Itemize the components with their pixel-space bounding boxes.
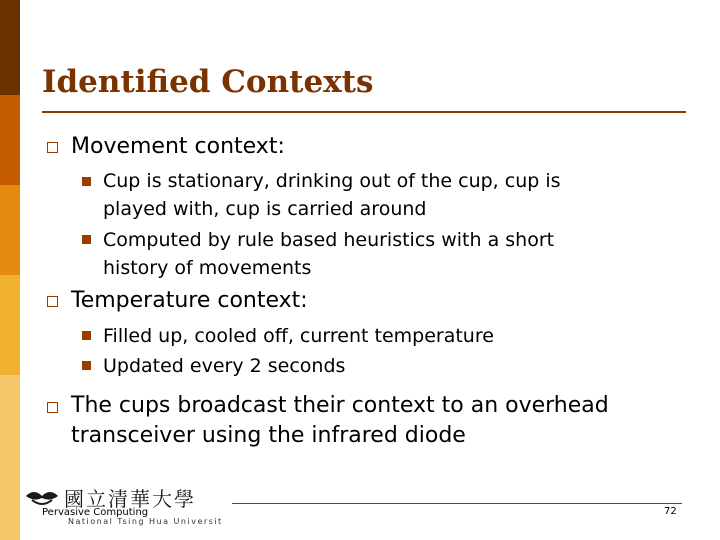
sub-bullet-line: Updated every 2 seconds <box>103 355 346 377</box>
title-underline <box>42 111 686 113</box>
bullet-temperature-context: Temperature context: <box>71 288 308 313</box>
logo-icon <box>22 484 222 528</box>
sidebar-band-2 <box>0 95 20 185</box>
bullet-movement-context: Movement context: <box>71 134 285 159</box>
bullet-marker-square <box>47 402 58 413</box>
bullet-marker-square <box>47 296 58 307</box>
sidebar-band-5 <box>0 375 20 540</box>
sidebar-band-1 <box>0 0 20 95</box>
sidebar-decoration <box>0 0 20 540</box>
sub-bullet-marker <box>82 331 91 340</box>
sidebar-band-3 <box>0 185 20 275</box>
bullet-broadcast-line: The cups broadcast their context to an overhead <box>71 393 609 418</box>
footer-rule <box>232 503 682 504</box>
sub-bullet-line: Filled up, cooled off, current temperature <box>103 325 494 347</box>
sub-bullet-line: Computed by rule based heuristics with a short <box>103 229 555 251</box>
slide-title: Identified Contexts <box>42 64 374 100</box>
sub-bullet-marker <box>82 361 91 370</box>
bullet-broadcast-line: transceiver using the infrared diode <box>71 423 466 448</box>
university-logo <box>22 484 222 528</box>
footer-course: Pervasive Computing <box>42 507 149 518</box>
bullet-marker-square <box>47 142 58 153</box>
sub-bullet-line: history of movements <box>103 257 312 279</box>
sidebar-band-4 <box>0 275 20 375</box>
logo-english-text: National Tsing Hua University <box>68 517 222 526</box>
sub-bullet-marker <box>82 235 91 244</box>
logo-chinese-text: 國立清華大學 <box>64 487 196 511</box>
sub-bullet-line: Cup is stationary, drinking out of the cup, cup is <box>103 170 561 192</box>
sub-bullet-line: played with, cup is carried around <box>103 198 427 220</box>
page-number: 72 <box>664 506 677 517</box>
sub-bullet-marker <box>82 177 91 186</box>
